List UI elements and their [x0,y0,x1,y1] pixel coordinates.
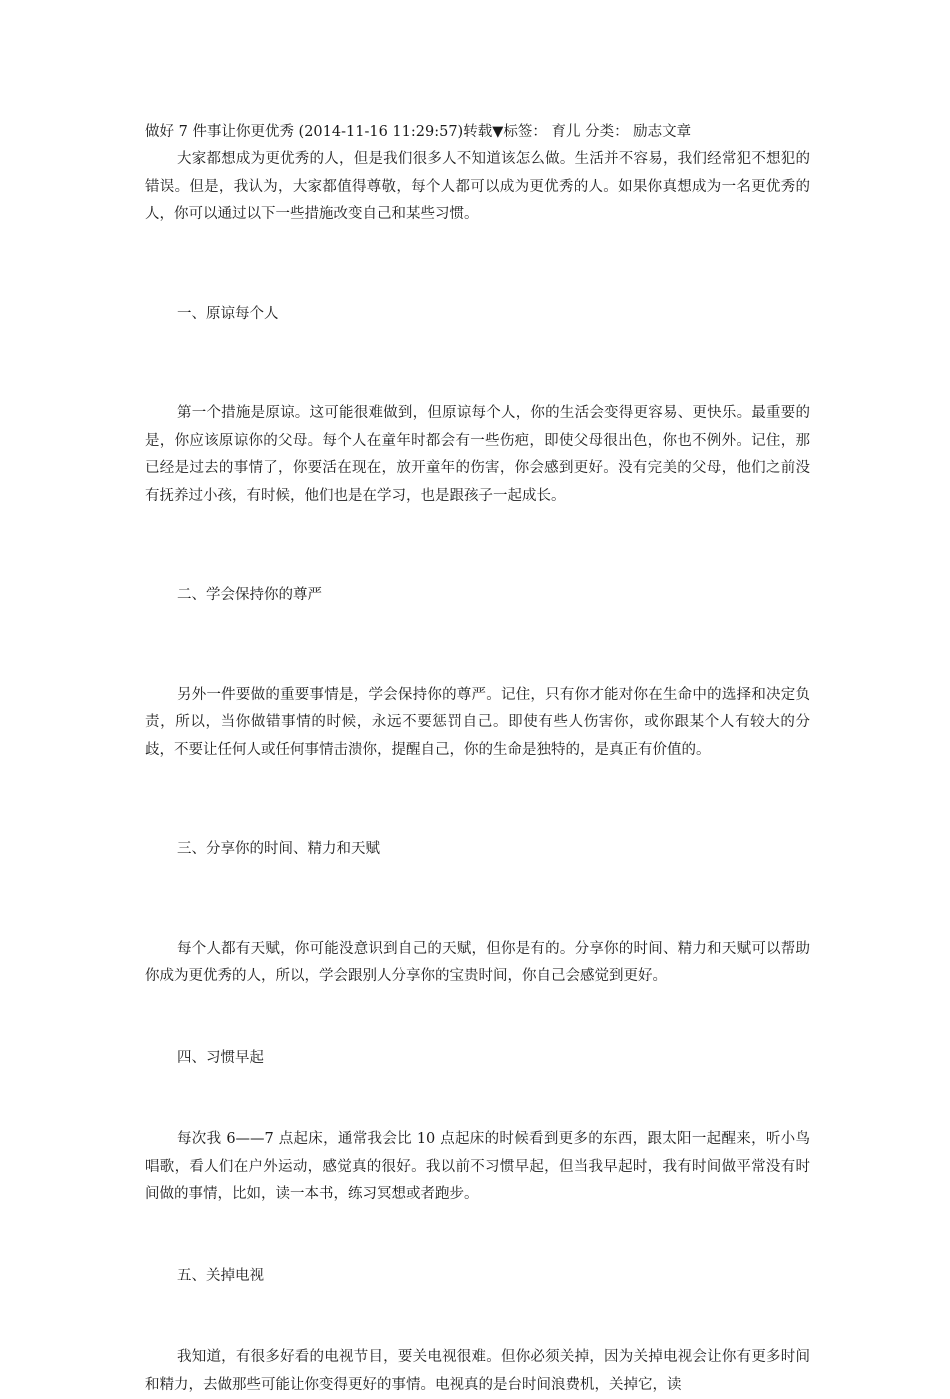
section-body-2: 另外一件要做的重要事情是，学会保持你的尊严。记住，只有你才能对你在生命中的选择和决定负责，所以，当你做错事情的时候，永远不要惩罚自己。即使有些人伤害你，或你跟某个人有较大的分歧，不要让任何人或任何事情击溃你，提醒自己，你的生命是独特的，是真正有价值的。 [145,686,810,758]
section-heading-1: 一、原谅每个人 [177,305,279,322]
spacer [145,1290,810,1344]
spacer [145,764,810,836]
section-body-4: 每次我 6——7 点起床，通常我会比 10 点起床的时候看到更多的东西，跟太阳一起醒来，听小鸟唱歌，看人们在户外运动，感觉真的很好。我以前不习惯早起，但当我早起时，我有时间做平常没有时间做的事情，比如，读一本书，练习冥想或者跑步。 [145,1131,810,1202]
section-body-1: 第一个措施是原谅。这可能很难做到，但原谅每个人，你的生活会变得更容易、更快乐。最重要的是，你应该原谅你的父母。每个人在童年时都会有一些伤疤，即使父母很出色，你也不例外。记住，那已经是过去的事情了，你要活在现在，放开童年的伤害，你会感到更好。没有完美的父母，他们之前没有抚养过小孩，有时候，他们也是在学习，也是跟孩子一起成长。 [145,405,810,504]
spacer [145,1209,810,1263]
spacer [145,510,810,582]
spacer [145,1072,810,1126]
spacer [145,229,810,301]
spacer [145,864,810,936]
intro-paragraph: 大家都想成为更优秀的人，但是我们很多人不知道该怎么做。生活并不容易，我们经常犯不想犯的错误。但是，我认为，大家都值得尊敬，每个人都可以成为更优秀的人。如果你真想成为一名更优秀的人，你可以通过以下一些措施改变自己和某些习惯。 [145,151,810,222]
section-heading-2: 二、学会保持你的尊严 [177,587,322,603]
spacer [145,991,810,1045]
section-body-3: 每个人都有天赋，你可能没意识到自己的天赋，但你是有的。分享你的时间、精力和天赋可以帮助你成为更优秀的人，所以，学会跟别人分享你的宝贵时间，你自己会感觉到更好。 [145,940,810,984]
section-body-5: 我知道，有很多好看的电视节目，要关电视很难。但你必须关掉，因为关掉电视会让你有更多时间和精力，去做那些可能让你变得更好的事情。电视真的是台时间浪费机，关掉它，读 [145,1349,810,1393]
section-heading-5: 五、关掉电视 [177,1267,264,1284]
section-heading-4: 四、习惯早起 [177,1049,264,1066]
spacer [145,328,810,400]
spacer [145,610,810,682]
document-page [145,118,810,1399]
section-heading-3: 三、分享你的时间、精力和天赋 [177,841,380,857]
document-title-line: 做好 7 件事让你更优秀 (2014-11-16 11:29:57)转载▼标签： 育儿 分类： 励志文章 [145,124,692,140]
